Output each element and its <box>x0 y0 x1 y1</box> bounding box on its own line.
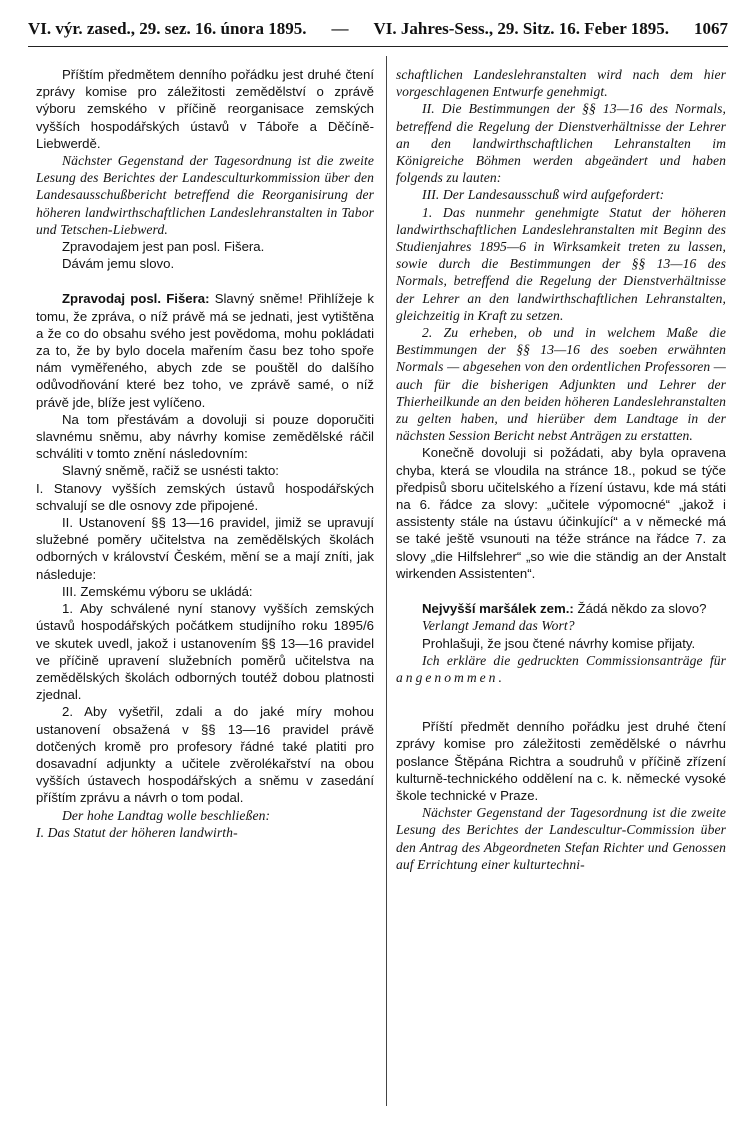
running-header <box>28 12 728 47</box>
header-right: VI. Jahres-Sess., 29. Sitz. 16. Feber 1895. <box>373 19 669 38</box>
header-left: VI. výr. zased., 29. sez. 16. února 1895. <box>28 19 307 38</box>
paragraph-german: Der hohe Landtag wolle beschließen: <box>62 807 271 823</box>
speech-text: Slavný sněme! Přihlížeje k tomu, že zpráva, o níž právě má se jednati, jest vytištěna a že co do obsahu svého jest povědoma, mohu pokládati za to, že by bylo docela mařením času bez toho spoře nám vyměřeného, abych zde se pouštěl do dalšího odůvodňování které bez toho, ve zprávě samé, o níž právě jde, blíže jest vylíčeno. <box>36 291 374 410</box>
paragraph-german: Verlangt Jemand das Wort? <box>422 618 575 634</box>
paragraph: Příštím předmětem denního pořádku jest druhé čtení zprávy komise pro záležitosti zemědělství o zprávě výboru zemského v příčině reorganisace zemských vyšších hospodářských ústavů v Táboře a Děčíně-Liebwerdě. <box>36 67 374 151</box>
right-column-german-czech <box>396 66 726 1114</box>
paragraph-german <box>396 652 726 686</box>
page-number: 1067 <box>694 19 728 38</box>
paragraph: Zpravodajem jest pan posl. Fišera. <box>62 239 265 255</box>
paragraph-german: 1. Das nunmehr genehmigte Statut der höheren landwirthschaftlichen Landeslehranstalten mit Beginn des Studienjahres 1895—6 in Wirksamkeit treten zu lassen, sowie durch die Bestimmungen der §§ 13—16 des Normals, betreffend die Regelung der Dienstverhältnisse der Lehrer an den landwirthschaftlichen Lehranstalten, gleichzeitig in Kraft zu setzen. <box>396 204 726 323</box>
paragraph: I. Stanovy vyšších zemských ústavů hospodářských schvalují se dle osnovy zde připojené. <box>36 480 374 513</box>
paragraph: Příští předmět denního pořádku jest druhé čtení zprávy komise pro záležitosti zemědělské o návrhu poslance Štěpána Richtra a soudruhů v příčině zřízení kulturně-technického oddělení na c. k. německé vysoké škole technické v Praze. <box>396 719 726 803</box>
paragraph-german: 2. Zu erheben, ob und in welchem Maße die Bestimmungen der §§ 13—16 des soeben erwähnten Normals — abgesehen von den ordentlichen Professoren — auch für die bisherigen Adjunkten und Lehrer der Thierheilkunde an den beiden höheren Landeslehranstalten zu gelten haben, und hierüber dem Landtage in der nächsten Session Bericht nebst Anträgen zu erstatten. <box>396 325 726 444</box>
paragraph: II. Ustanovení §§ 13—16 pravidel, jimiž se upravují služebné poměry učitelstva na zemědělských školách odborných v království Českém, mění se a mají zníti, jak následuje: <box>36 515 374 582</box>
column-divider <box>386 56 387 1106</box>
speech-paragraph <box>36 290 374 410</box>
speech-paragraph <box>396 600 726 617</box>
speaker-name: Zpravodaj posl. Fišera: <box>62 291 210 307</box>
spacer <box>396 686 726 718</box>
spacer <box>396 582 726 600</box>
paragraph-german: III. Der Landesausschuß wird aufgefordert: <box>422 187 665 203</box>
paragraph-german: I. Das Statut der höheren landwirth- <box>36 824 238 840</box>
paragraph: Prohlašuji, že jsou čtené návrhy komise přijaty. <box>422 635 696 651</box>
header-separator: — <box>331 19 349 38</box>
paragraph: III. Zemskému výboru se ukládá: <box>62 583 253 599</box>
spacer <box>36 272 374 290</box>
speech-text: Žádá někdo za slovo? <box>577 601 707 617</box>
paragraph: 1. Aby schválené nyní stanovy vyšších zemských ústavů hospodářských počátkem studijního roku 1895/6 ve skutek uvedl, jakož i ustanovením §§ 13—16 pravidel ve příčině upravení služebních poměrů učitelstva na zemědělských školách odborných toutéž dobou platnosti zjednal. <box>36 601 374 703</box>
speaker-name: Nejvyšší maršálek zem.: <box>422 601 574 617</box>
left-column-czech-german <box>36 66 374 1114</box>
spaced-word: angenommen. <box>396 669 505 685</box>
paragraph: Slavný sněmě, račiž se usnésti takto: <box>62 463 279 479</box>
paragraph-german: Nächster Gegenstand der Tagesordnung ist die zweite Lesung des Berichtes der Landesculturkommission über den Landesausschußbericht betreffend die Reorganisirung der höheren landwirthschaftlichen Landeslehranstalten in Tabor und Tetschen-Liebwerd. <box>36 153 374 237</box>
text-run: Ich erkläre die gedruckten Commissionsanträge für <box>422 652 726 668</box>
paragraph: Konečně dovoluji si požádati, aby byla opravena chyba, která se vloudila na stránce 18., pokud se týče předpisů sboru učitelského a řízení ústavu, kde má státi na 6. řádce za slovy: „učitele výpomocné“ „jakož i assistenty stále na ústavu účinkující“ a v německé má se také ještě vsunouti na téže stránce na řádce 7. za slovy „die Hilfslehrer“ „so wie die ständig an der Anstalt wirkenden Assistenten“. <box>396 445 726 581</box>
paragraph: 2. Aby vyšetřil, zdali a do jaké míry mohou ustanovení obsažená v §§ 13—16 pravidel právě dotčených kromě pro profesory řádné také platiti pro dosavadní adjunkty a učitele zvěrolékařství na obou vyšších ústavech hospodářských a sněmu v zasedání příštím zprávu a návrh o tom podal. <box>36 704 374 806</box>
paragraph-german: Nächster Gegenstand der Tagesordnung ist die zweite Lesung des Berichtes der Landescultur-Commission über den Antrag des Abgeordneten Stefan Richter und Genossen auf Errichtung einer kulturtechni- <box>396 805 726 872</box>
paragraph-german: schaftlichen Landeslehranstalten wird nach dem hier vorgeschlagenen Entwurfe genehmigt. <box>396 67 726 100</box>
paragraph: Na tom přestávám a dovoluji si pouze doporučiti slavnému sněmu, aby návrhy komise zemědělské ráčil schváliti v tomto znění následovním: <box>36 411 374 462</box>
paragraph: Dávám jemu slovo. <box>62 256 175 272</box>
paragraph-german: II. Die Bestimmungen der §§ 13—16 des Normals, betreffend die Regelung der Dienstverhältnisse der Lehrer an den landwirthschaftlichen Lehranstalten im Königreiche Böhmen werden abgeändert und haben folgends zu lauten: <box>396 101 726 186</box>
